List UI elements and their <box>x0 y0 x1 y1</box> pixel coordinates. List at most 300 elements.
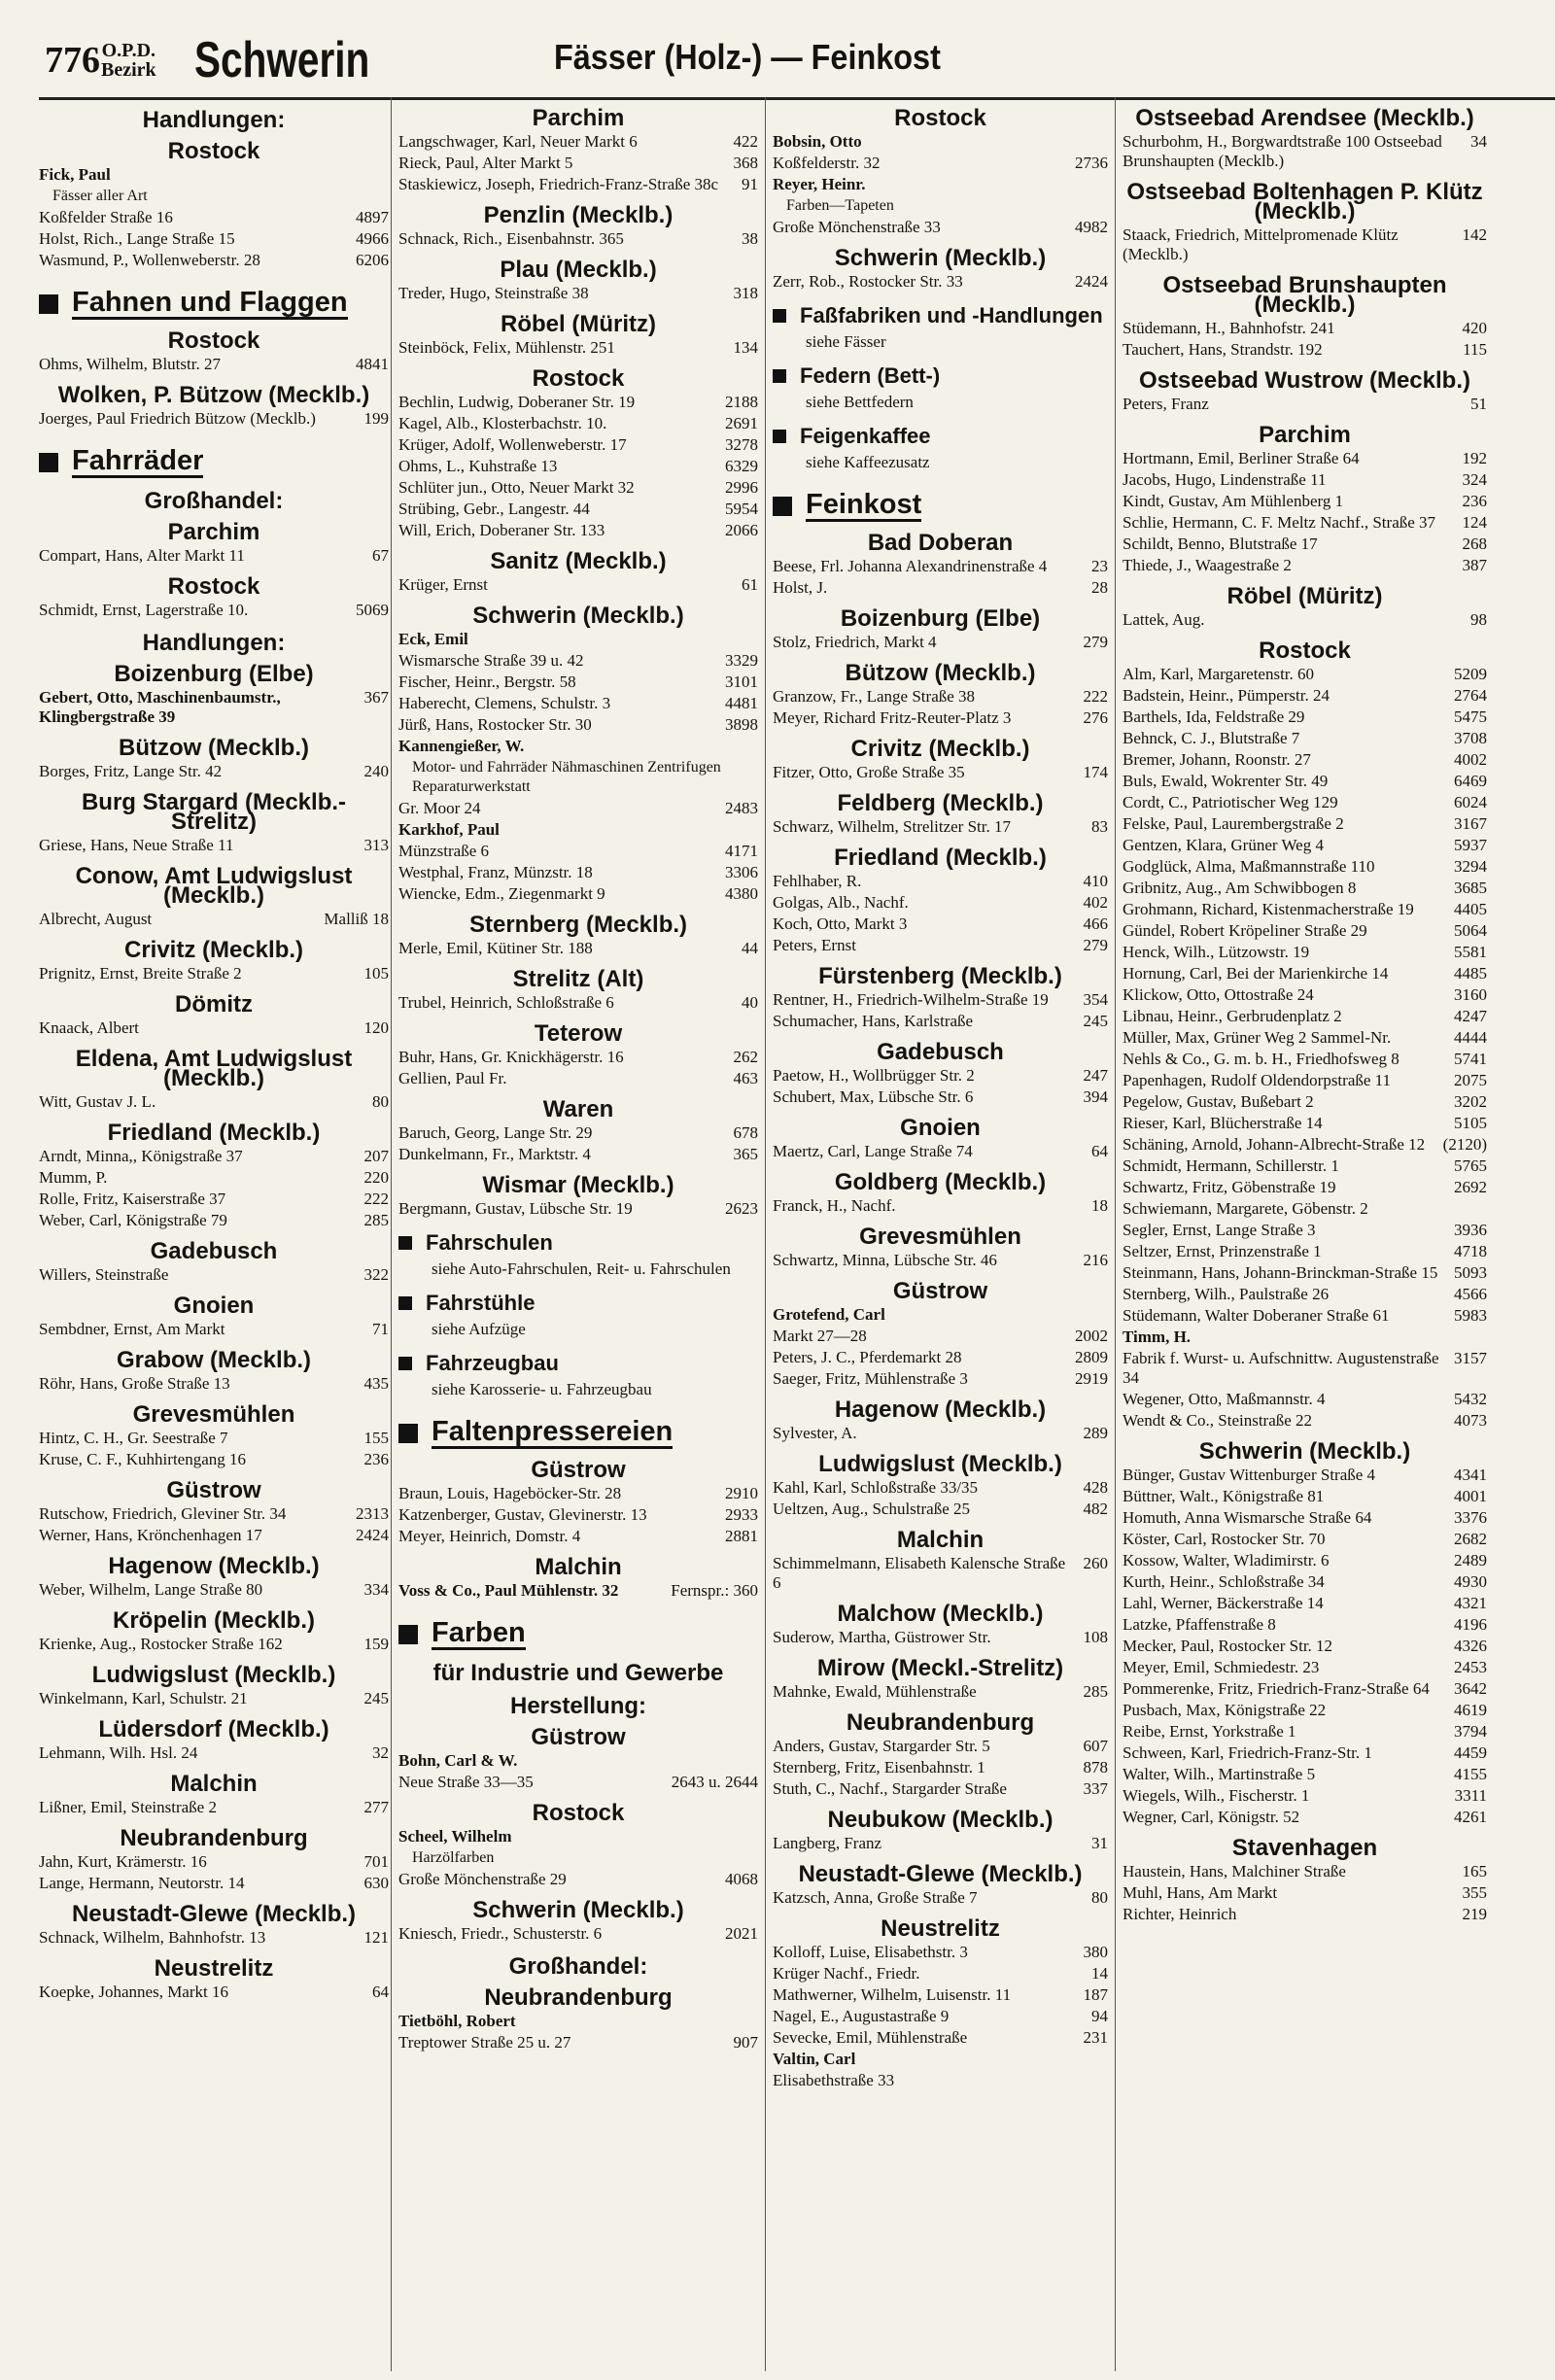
listing-entry <box>1123 449 1487 468</box>
city-heading: Stavenhagen <box>1231 1835 1378 1861</box>
bezirk-label: Bezirk <box>101 59 156 81</box>
listing-entry <box>773 817 1108 837</box>
entry-phone: 482 <box>1083 1500 1108 1518</box>
category-heading <box>773 490 1108 522</box>
category-heading <box>39 446 389 478</box>
category-heading <box>398 1618 758 1650</box>
entry-name: Segler, Ernst, Lange Straße 3 <box>1123 1221 1316 1239</box>
listing-entry <box>398 175 758 194</box>
listing-entry <box>1123 492 1487 511</box>
entry-name: Werner, Hans, Krönchenhagen 17 <box>39 1526 262 1544</box>
entry-phone: 4341 <box>1454 1466 1487 1484</box>
entry-phone: 5209 <box>1454 665 1487 683</box>
category-bullet-icon <box>398 1357 412 1370</box>
opd-label: O.P.D. <box>101 40 156 61</box>
entry-name: Treder, Hugo, Steinstraße 38 <box>398 284 589 302</box>
listing-entry <box>1123 1905 1487 1924</box>
listing-entry <box>1123 1487 1487 1506</box>
category-bullet-icon <box>773 430 786 443</box>
entry-phone: 240 <box>363 762 389 780</box>
entry-name: Seltzer, Ernst, Prinzenstraße 1 <box>1123 1242 1322 1260</box>
entry-phone: 94 <box>1091 2007 1108 2025</box>
entry-phone: 4930 <box>1454 1572 1487 1591</box>
category-bullet-icon <box>398 1236 412 1250</box>
listing-entry <box>1123 513 1487 533</box>
city-heading: Gnoien <box>900 1115 981 1141</box>
listing-entry <box>1123 1594 1487 1613</box>
city-heading: Gadebusch <box>877 1039 1004 1065</box>
entry-phone: 5954 <box>725 500 758 518</box>
entry-name: Jahn, Kurt, Krämerstr. 16 <box>39 1852 207 1871</box>
listing-entry <box>39 1798 389 1817</box>
city-heading: Hagenow (Mecklb.) <box>834 1397 1047 1423</box>
city-heading: Grevesmühlen <box>132 1401 295 1428</box>
city-heading: Schwerin (Mecklb.) <box>834 245 1047 271</box>
entry-name: Saeger, Fritz, Mühlenstraße 3 <box>773 1369 968 1388</box>
entry-name: Eck, Emil <box>398 630 468 648</box>
listing-entry <box>398 457 758 476</box>
entry-phone: 5741 <box>1454 1050 1487 1068</box>
entry-phone: 607 <box>1083 1737 1108 1755</box>
listing-entry <box>773 557 1108 576</box>
listing-entry <box>773 1424 1108 1443</box>
listing-entry <box>773 1087 1108 1107</box>
entry-phone: 5093 <box>1454 1263 1487 1282</box>
listing-entry <box>398 1505 758 1525</box>
entry-name: Rieser, Karl, Blücherstraße 14 <box>1123 1114 1323 1132</box>
entry-name: Albrecht, August <box>39 910 153 928</box>
entry-name: Schimmelmann, Elisabeth Kalensche Straße 6 <box>773 1554 1066 1592</box>
city-heading: Sanitz (Mecklb.) <box>490 548 667 574</box>
entry-phone: 3329 <box>725 651 758 670</box>
listing-entry <box>1123 1306 1487 1326</box>
entry-name: Weber, Wilhelm, Lange Straße 80 <box>39 1580 263 1599</box>
listing-entry <box>773 708 1108 728</box>
entry-name: Weber, Carl, Königstraße 79 <box>39 1211 227 1229</box>
entry-phone: 83 <box>1091 817 1108 836</box>
entry-phone: 23 <box>1091 557 1108 575</box>
entry-name: Kindt, Gustav, Am Mühlenberg 1 <box>1123 492 1344 510</box>
entry-phone: 3642 <box>1454 1679 1487 1698</box>
listing-entry <box>1123 1092 1487 1112</box>
category-title: Fahrstühle <box>426 1291 536 1315</box>
entry-phone: 410 <box>1083 872 1108 890</box>
listing-entry <box>39 1018 389 1038</box>
category-title: Fahrschulen <box>426 1230 553 1255</box>
entry-name: Muhl, Hans, Am Markt <box>1123 1883 1278 1902</box>
listing-entry <box>773 1888 1108 1908</box>
see-reference: siehe Bettfedern <box>806 393 914 411</box>
entry-phone: 222 <box>363 1190 389 1208</box>
entry-phone: 337 <box>1083 1779 1108 1798</box>
listing-entry <box>39 762 389 781</box>
category-heading <box>398 1228 758 1258</box>
city-heading: Ludwigslust (Mecklb.) <box>91 1662 336 1688</box>
entry-phone: 285 <box>1083 1682 1108 1701</box>
city-heading: Wolken, P. Bützow (Mecklb.) <box>57 382 370 408</box>
listing-entry <box>1123 665 1487 684</box>
entry-name: Meyer, Emil, Schmiedestr. 23 <box>1123 1658 1320 1676</box>
listing-entry <box>39 1092 389 1112</box>
entry-name: Fick, Paul <box>39 165 111 184</box>
entry-phone: 365 <box>733 1145 758 1163</box>
entry-phone: 3708 <box>1454 729 1487 747</box>
entry-note: Fässer aller Art <box>52 188 148 204</box>
entry-phone: 422 <box>733 132 758 151</box>
entry-name: Gebert, Otto, Maschinenbaumstr., Klingbergstraße 39 <box>39 688 281 726</box>
listing-entry <box>39 1580 389 1600</box>
listing-entry <box>398 1581 758 1601</box>
entry-phone: 40 <box>742 993 758 1012</box>
city-heading: Parchim <box>167 519 260 545</box>
entry-name: Felske, Paul, Laurembergstraße 2 <box>1123 814 1344 833</box>
entry-phone: 2002 <box>1075 1327 1108 1345</box>
entry-phone: 4068 <box>725 1870 758 1888</box>
entry-name: Joerges, Paul Friedrich Bützow (Mecklb.) <box>39 409 316 428</box>
listing-entry <box>1123 1263 1487 1283</box>
listing-entry <box>1123 921 1487 941</box>
entry-name: Willers, Steinstraße <box>39 1265 169 1284</box>
entry-phone: 4261 <box>1454 1808 1487 1826</box>
listing-entry <box>1123 340 1487 360</box>
listing-entry <box>398 993 758 1013</box>
listing-entry <box>773 1943 1108 1962</box>
entry-name: Bohn, Carl & W. <box>398 1751 518 1770</box>
listing-entry <box>398 154 758 173</box>
entry-phone: 276 <box>1083 708 1108 727</box>
entry-phone: 428 <box>1083 1478 1108 1497</box>
listing-entry <box>398 694 758 713</box>
entry-phone: 121 <box>363 1928 389 1947</box>
entry-name: Haustein, Hans, Malchiner Straße <box>1123 1862 1346 1880</box>
listing-entry <box>773 1305 1108 1325</box>
listing-entry <box>39 1635 389 1654</box>
listing-entry <box>1123 879 1487 898</box>
city-heading: Conow, Amt Ludwigslust (Mecklb.) <box>75 863 353 909</box>
entry-phone: 4002 <box>1454 750 1487 769</box>
entry-name: Pusbach, Max, Königstraße 22 <box>1123 1701 1327 1719</box>
entry-name: Alm, Karl, Margaretenstr. 60 <box>1123 665 1315 683</box>
see-reference: siehe Kaffeezusatz <box>806 453 930 471</box>
entry-name: Schäning, Arnold, Johann-Albrecht-Straße 12 <box>1123 1135 1426 1154</box>
entry-name: Treptower Straße 25 u. 27 <box>398 2033 571 2052</box>
entry-name: Bechlin, Ludwig, Doberaner Str. 19 <box>398 393 636 411</box>
entry-name: Maertz, Carl, Lange Straße 74 <box>773 1142 973 1160</box>
entry-name: Griese, Hans, Neue Straße 11 <box>39 836 234 854</box>
entry-name: Walter, Wilh., Martinstraße 5 <box>1123 1765 1316 1783</box>
entry-phone: 4444 <box>1454 1028 1487 1047</box>
city-heading: Rostock <box>167 573 260 600</box>
listing-entry <box>398 1773 758 1792</box>
entry-name: Katzenberger, Gustav, Glevinerstr. 13 <box>398 1505 647 1524</box>
entry-name: Meyer, Heinrich, Domstr. 4 <box>398 1527 581 1545</box>
listing-entry <box>39 1320 389 1339</box>
listing-entry <box>39 1526 389 1545</box>
entry-note: Motor- und Fahrräder Nähmaschinen Zentrifugen Reparaturwerkstatt <box>412 759 721 795</box>
entry-name: Krüger Nachf., Friedr. <box>773 1964 920 1983</box>
listing-entry <box>773 218 1108 237</box>
entry-phone: 18 <box>1091 1196 1108 1215</box>
city-heading: Neustadt-Glewe (Mecklb.) <box>71 1901 357 1927</box>
listing-entry <box>398 673 758 692</box>
listing-entry <box>39 165 389 185</box>
entry-name: Steinmann, Hans, Johann-Brinckman-Straße 15 <box>1123 1263 1438 1282</box>
listing-entry <box>398 939 758 958</box>
entry-phone: 5432 <box>1454 1390 1487 1408</box>
listing-entry <box>1123 985 1487 1005</box>
entry-phone: 245 <box>1083 1012 1108 1030</box>
entry-phone: 907 <box>733 2033 758 2052</box>
listing-entry <box>773 687 1108 707</box>
city-heading: Waren <box>542 1096 614 1122</box>
listing-entry <box>1123 470 1487 490</box>
entry-name: Röhr, Hans, Große Straße 13 <box>39 1374 230 1393</box>
entry-name: Kahl, Karl, Schloßstraße 33/35 <box>773 1478 979 1497</box>
entry-name: Dunkelmann, Fr., Marktstr. 4 <box>398 1145 591 1163</box>
column-divider <box>391 97 392 2371</box>
entry-phone: 2919 <box>1075 1369 1108 1388</box>
entry-name: Schnack, Rich., Eisenbahnstr. 365 <box>398 229 624 248</box>
entry-name: Fischer, Heinr., Bergstr. 58 <box>398 673 576 691</box>
entry-name: Beese, Frl. Johanna Alexandrinenstraße 4 <box>773 557 1048 575</box>
entry-phone: 155 <box>363 1429 389 1447</box>
entry-name: Scheel, Wilhelm <box>398 1827 512 1845</box>
listing-entry <box>398 1048 758 1067</box>
entry-phone: 4196 <box>1454 1615 1487 1634</box>
entry-name: Timm, H. <box>1123 1328 1192 1346</box>
entry-name: Lißner, Emil, Steinstraße 2 <box>39 1798 217 1816</box>
listing-entry <box>1123 1862 1487 1881</box>
entry-name: Schumacher, Hans, Karlstraße <box>773 1012 974 1030</box>
entry-name: Barthels, Ida, Feldstraße 29 <box>1123 707 1305 726</box>
entry-name: Wegener, Otto, Maßmannstr. 4 <box>1123 1390 1326 1408</box>
entry-phone: 2424 <box>1075 272 1108 291</box>
listing-entry <box>39 1504 389 1524</box>
entry-name: Westphal, Franz, Münzstr. 18 <box>398 863 593 881</box>
city-heading: Güstrow <box>892 1278 988 1304</box>
entry-phone: 2809 <box>1075 1348 1108 1366</box>
entry-phone: 313 <box>363 836 389 854</box>
entry-name: Lehmann, Wilh. Hsl. 24 <box>39 1743 198 1762</box>
listing-entry <box>39 409 389 429</box>
city-heading: Neustadt-Glewe (Mecklb.) <box>798 1861 1083 1887</box>
listing-entry <box>773 2050 1108 2069</box>
entry-phone: 368 <box>733 154 758 172</box>
category-title: Feinkost <box>806 489 922 520</box>
listing-entry <box>1123 729 1487 748</box>
entry-phone: 5069 <box>356 601 389 619</box>
entry-phone: 38 <box>742 229 758 248</box>
entry-phone: 4247 <box>1454 1007 1487 1025</box>
entry-name: Stuth, C., Nachf., Stargarder Straße <box>773 1779 1007 1798</box>
entry-phone: 165 <box>1462 1862 1487 1880</box>
listing-entry <box>1123 1808 1487 1827</box>
entry-phone: 2483 <box>725 799 758 817</box>
entry-phone: 3376 <box>1454 1508 1487 1527</box>
page-title: Fässer (Holz-) — Feinkost <box>554 37 941 77</box>
entry-name: Ohms, Wilhelm, Blutstr. 27 <box>39 355 221 373</box>
listing-entry <box>773 763 1108 782</box>
entry-name: Schubert, Max, Lübsche Str. 6 <box>773 1087 974 1106</box>
city-heading: Rostock <box>1259 638 1351 664</box>
category-heading <box>398 1417 758 1449</box>
entry-name: Strübing, Gebr., Langestr. 44 <box>398 500 590 518</box>
entry-phone: 207 <box>363 1147 389 1165</box>
listing-entry <box>1123 1390 1487 1409</box>
entry-phone: 4155 <box>1454 1765 1487 1783</box>
entry-phone: 4897 <box>356 208 389 226</box>
entry-name: Zerr, Rob., Rostocker Str. 33 <box>773 272 963 291</box>
listing-entry <box>773 1251 1108 1270</box>
page-number: 776 <box>45 40 100 81</box>
entry-name: Mathwerner, Wilhelm, Luisenstr. 11 <box>773 1985 1012 2004</box>
city-heading: Boizenburg (Elbe) <box>114 661 314 687</box>
entry-name: Nehls & Co., G. m. b. H., Friedhofsweg 8 <box>1123 1050 1400 1068</box>
entry-phone: 4321 <box>1454 1594 1487 1612</box>
city-heading: Schwerin (Mecklb.) <box>1198 1438 1411 1465</box>
entry-phone: 2021 <box>725 1924 758 1943</box>
listing-column-1 <box>39 97 389 2371</box>
listing-entry <box>773 914 1108 934</box>
entry-name: Staack, Friedrich, Mittelpromenade Klütz (Mecklb.) <box>1123 225 1399 263</box>
listing-entry <box>398 1827 758 1846</box>
entry-phone: 247 <box>1083 1066 1108 1085</box>
entry-phone: 6329 <box>725 457 758 475</box>
entry-phone: 318 <box>733 284 758 302</box>
listing-entry <box>39 688 389 727</box>
listing-entry <box>1123 836 1487 855</box>
entry-phone: 3936 <box>1454 1221 1487 1239</box>
listing-entry <box>773 1779 1108 1799</box>
entry-name: Pegelow, Gustav, Bußebart 2 <box>1123 1092 1314 1111</box>
listing-entry <box>1123 1722 1487 1742</box>
entry-phone: 105 <box>363 964 389 983</box>
city-heading: Bad Doberan <box>867 530 1014 556</box>
column-divider <box>765 97 766 2371</box>
category-heading <box>773 362 1108 391</box>
city-heading: Ostseebad Wustrow (Mecklb.) <box>1139 367 1470 394</box>
city-heading: Güstrow <box>166 1477 261 1503</box>
city-heading: Grabow (Mecklb.) <box>116 1347 312 1373</box>
listing-entry <box>398 1199 758 1219</box>
entry-name: Knaack, Albert <box>39 1018 139 1037</box>
entry-name: Große Mönchenstraße 33 <box>773 218 941 236</box>
city-heading: Güstrow <box>531 1724 626 1750</box>
listing-entry <box>1123 1637 1487 1656</box>
city-heading: Ludwigslust (Mecklb.) <box>818 1451 1062 1477</box>
listing-entry <box>773 1554 1108 1593</box>
entry-phone: 159 <box>363 1635 389 1653</box>
city-heading: Teterow <box>534 1020 623 1047</box>
entry-name: Fehlhaber, R. <box>773 872 862 890</box>
listing-entry <box>1123 772 1487 791</box>
entry-name: Wegner, Carl, Königstr. 52 <box>1123 1808 1300 1826</box>
entry-phone: 268 <box>1462 535 1487 553</box>
listing-entry <box>398 2033 758 2052</box>
entry-name: Golgas, Alb., Nachf. <box>773 893 909 912</box>
entry-phone: 2188 <box>725 393 758 411</box>
entry-name: Kagel, Alb., Klosterbachstr. 10. <box>398 414 607 432</box>
category-title: Fahrräder <box>72 445 204 476</box>
category-title: Fahnen und Flaggen <box>72 287 348 318</box>
entry-phone: 80 <box>372 1092 389 1111</box>
entry-name: Sembdner, Ernst, Am Markt <box>39 1320 225 1338</box>
city-heading: Malchin <box>896 1527 985 1553</box>
entry-phone: 3167 <box>1454 814 1487 833</box>
listing-entry <box>39 1265 389 1285</box>
listing-entry <box>1123 814 1487 834</box>
city-heading: Neustrelitz <box>881 1915 1000 1942</box>
entry-name: Libnau, Heinr., Gerbrudenplatz 2 <box>1123 1007 1342 1025</box>
entry-name: Hornung, Carl, Bei der Marienkirche 14 <box>1123 964 1389 983</box>
category-title: Faßfabriken und -Handlungen <box>800 303 1103 328</box>
entry-phone: 64 <box>1091 1142 1108 1160</box>
entry-phone: 2075 <box>1454 1071 1487 1089</box>
entry-name: Gribnitz, Aug., Am Schwibbogen 8 <box>1123 879 1357 897</box>
entry-name: Peters, Ernst <box>773 936 856 954</box>
entry-phone: 2424 <box>356 1526 389 1544</box>
listing-column-2 <box>398 97 758 2371</box>
listing-entry <box>398 1069 758 1088</box>
entry-name: Holst, Rich., Lange Straße 15 <box>39 229 235 248</box>
entry-name: Lange, Hermann, Neutorstr. 14 <box>39 1874 245 1892</box>
entry-phone: 4001 <box>1454 1487 1487 1505</box>
entry-name: Gellien, Paul Fr. <box>398 1069 507 1087</box>
listing-entry <box>39 1983 389 2002</box>
entry-name: Mumm, P. <box>39 1168 108 1187</box>
listing-entry <box>773 272 1108 292</box>
listing-entry <box>1123 395 1487 414</box>
entry-phone: 260 <box>1083 1554 1108 1572</box>
listing-entry <box>1123 900 1487 919</box>
listing-entry <box>1123 319 1487 338</box>
entry-phone: 2764 <box>1454 686 1487 705</box>
entry-name: Mecker, Paul, Rostocker Str. 12 <box>1123 1637 1333 1655</box>
entry-phone: 4326 <box>1454 1637 1487 1655</box>
entry-name: Büttner, Walt., Königstraße 81 <box>1123 1487 1325 1505</box>
entry-name: Krüger, Adolf, Wollenweberstr. 17 <box>398 435 627 454</box>
section-subheading: Großhandel: <box>144 488 284 514</box>
entry-name: Schmidt, Ernst, Lagerstraße 10. <box>39 601 249 619</box>
listing-entry <box>1123 707 1487 727</box>
entry-phone: 289 <box>1083 1424 1108 1442</box>
entry-phone: 3160 <box>1454 985 1487 1004</box>
listing-entry <box>1123 750 1487 770</box>
entry-phone: 134 <box>733 338 758 357</box>
listing-entry <box>773 1964 1108 1983</box>
listing-entry <box>398 338 758 358</box>
entry-name: Wiegels, Wilh., Fischerstr. 1 <box>1123 1786 1310 1805</box>
entry-phone: 2692 <box>1454 1178 1487 1196</box>
listing-entry <box>398 1751 758 1771</box>
entry-name: Schween, Karl, Friedrich-Franz-Str. 1 <box>1123 1743 1372 1762</box>
listing-entry <box>1123 1349 1487 1388</box>
entry-name: Staskiewicz, Joseph, Friedrich-Franz-Straße 38c <box>398 175 719 193</box>
section-subheading: Handlungen: <box>142 107 286 133</box>
category-bullet-icon <box>773 369 786 383</box>
entry-name: Baruch, Georg, Lange Str. 29 <box>398 1123 593 1142</box>
entry-name: Müller, Max, Grüner Weg 2 Sammel-Nr. <box>1123 1028 1392 1047</box>
entry-name: Neue Straße 33—35 <box>398 1773 534 1791</box>
listing-entry <box>398 132 758 152</box>
listing-entry <box>1123 1883 1487 1903</box>
listing-entry <box>398 1924 758 1944</box>
entry-name: Rieck, Paul, Alter Markt 5 <box>398 154 573 172</box>
entry-phone: 3202 <box>1454 1092 1487 1111</box>
entry-name: Langschwager, Karl, Neuer Markt 6 <box>398 132 638 151</box>
city-heading: Lüdersdorf (Mecklb.) <box>98 1716 329 1742</box>
listing-entry <box>398 799 758 818</box>
